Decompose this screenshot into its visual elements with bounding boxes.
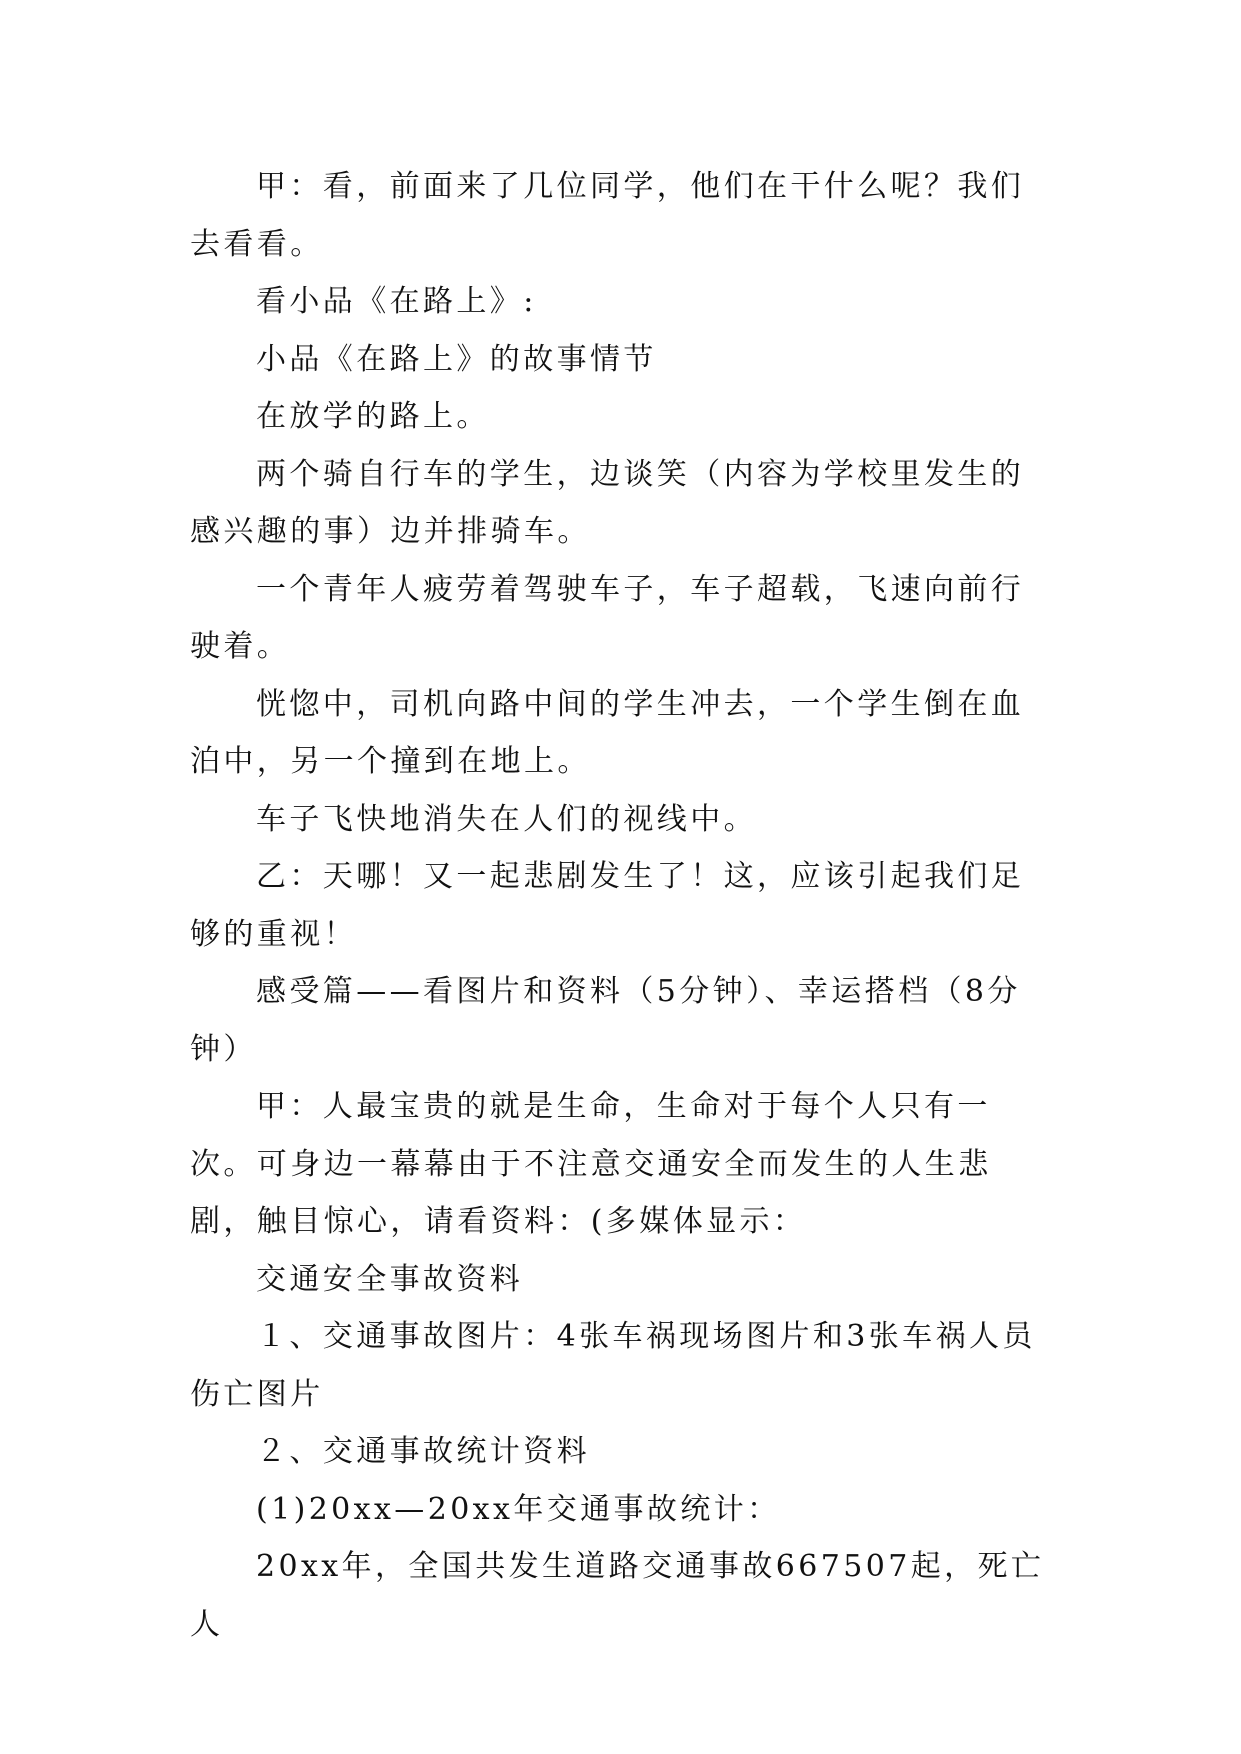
paragraph-3: 小品《在路上》的故事情节 — [256, 341, 657, 377]
paragraph-15: (1)20xx—20xx年交通事故统计： — [256, 1491, 781, 1527]
paragraph-14: ２、交通事故统计资料 — [256, 1434, 590, 1469]
paragraph-9: 乙：天哪！又一起悲剧发生了！这，应该引起我们足够的重视！ — [190, 859, 1025, 952]
paragraph-2: 看小品《在路上》: — [256, 284, 537, 319]
paragraph-7: 恍惚中，司机向路中间的学生冲去，一个学生倒在血泊中，另一个撞到在地上。 — [190, 686, 1025, 779]
paragraph-1: 甲：看，前面来了几位同学，他们在干什么呢？我们去看看。 — [190, 169, 1025, 262]
paragraph-6: 一个青年人疲劳着驾驶车子，车子超载，飞速向前行驶着。 — [190, 571, 1025, 664]
paragraph-13: １、交通事故图片：4张车祸现场图片和3张车祸人员伤亡图片 — [190, 1319, 1036, 1412]
paragraph-11: 甲：人最宝贵的就是生命，生命对于每个人只有一次。可身边一幕幕由于不注意交通安全而发生的人生悲剧，触目惊心，请看资料：(多媒体显示： — [190, 1089, 992, 1239]
paragraph-8: 车子飞快地消失在人们的视线中。 — [256, 801, 757, 837]
paragraph-12: 交通安全事故资料 — [256, 1261, 524, 1297]
paragraph-5: 两个骑自行车的学生，边谈笑（内容为学校里发生的感兴趣的事）边并排骑车。 — [190, 456, 1025, 549]
paragraph-4: 在放学的路上。 — [256, 399, 490, 434]
paragraph-16: 20xx年，全国共发生道路交通事故667507起，死亡人 — [190, 1549, 1045, 1642]
document-body — [190, 158, 1050, 1653]
paragraph-10: 感受篇——看图片和资料（5分钟）、幸运搭档（8分钟） — [190, 974, 1021, 1067]
